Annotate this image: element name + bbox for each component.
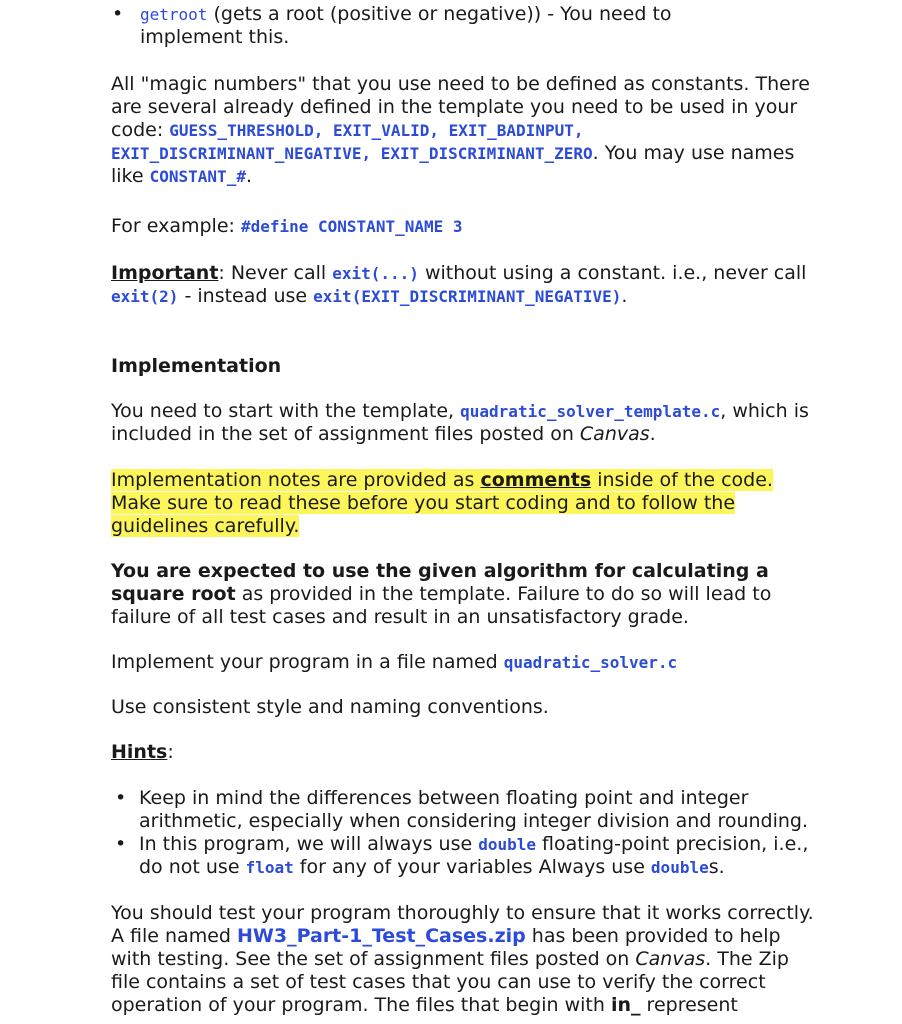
implementation-heading: Implementation: [111, 355, 282, 377]
hints-label: Hints: [111, 741, 168, 763]
hint-item-2: [111, 833, 811, 879]
hint-2-text-3: for any of your variables Always use: [293, 856, 651, 878]
important-code-1: exit(...): [332, 264, 419, 283]
magic-constants-code: GUESS_THRESHOLD, EXIT_VALID, EXIT_BADINPUT, EXIT_DISCRIMINANT_NEGATIVE, EXIT_DISCRIMINANT_ZERO: [111, 121, 593, 163]
hint-2-code-doubles: double: [650, 858, 709, 877]
magic-text-1: All "magic numbers" that you use need to be defined as constants. There are several already defined in the template you need to be used in your code:: [111, 73, 810, 141]
in-prefix-text: in_: [610, 994, 641, 1016]
hint-2-code-float: float: [245, 858, 294, 877]
example-paragraph: [111, 215, 821, 238]
canvas-text: Canvas: [579, 423, 650, 445]
testing-text-4: represent: [640, 994, 738, 1016]
test-cases-filename: HW3_Part-1_Test_Cases.zip: [237, 925, 526, 947]
style-paragraph: Use consistent style and naming conventions.: [111, 696, 549, 718]
comments-text: comments: [480, 469, 592, 491]
important-label: Important: [111, 262, 219, 284]
hint-2-text-4: s.: [708, 856, 725, 878]
example-code: #define CONSTANT_NAME 3: [240, 217, 463, 236]
getroot-code: getroot: [140, 5, 208, 24]
testing-text-3: . The Zip file contains a set of test cases that you can use to verify the correct operation of your program. The files that begin with: [111, 948, 789, 1016]
template-filename-code: quadratic_solver_template.c: [460, 402, 721, 421]
template-text-1: You need to start with the template,: [111, 400, 461, 422]
hint-1-text: Keep in mind the differences between floating point and integer arithmetic, especially when considering integer division and rounding.: [139, 787, 809, 832]
implement-text: Implement your program in a file named: [111, 651, 504, 673]
example-label: For example:: [111, 215, 241, 237]
template-text-2: , which is included in the set of assignment files posted on: [111, 400, 809, 445]
template-text-3: .: [649, 423, 656, 445]
magic-text-2: . You may use names like: [111, 142, 795, 187]
magic-text-3: .: [245, 165, 252, 187]
testing-text-1: You should test your program thoroughly to ensure that it works correctly. A file named: [111, 902, 814, 947]
hints-list: [111, 787, 811, 879]
expected-paragraph: [111, 560, 811, 629]
important-code-2: exit(2): [111, 287, 179, 306]
magic-numbers-paragraph: [111, 73, 821, 188]
highlight-paragraph: [111, 469, 801, 538]
important-text-1: : Never call: [218, 262, 333, 284]
testing-canvas-text: Canvas: [635, 948, 706, 970]
implement-paragraph: [111, 651, 821, 674]
important-paragraph: [111, 262, 821, 308]
important-text-2: without using a constant. i.e., never call: [418, 262, 807, 284]
magic-constant-code: CONSTANT_#: [149, 167, 246, 186]
hint-2-code-double: double: [478, 835, 537, 854]
highlight-text-1: Implementation notes are provided as: [111, 469, 481, 491]
important-text-4: .: [621, 285, 628, 307]
important-code-3: exit(EXIT_DISCRIMINANT_NEGATIVE): [313, 287, 622, 306]
hints-heading: [111, 741, 174, 764]
highlight-text-2: inside of the code. Make sure to read these before you start coding and to follow the guidelines carefully.: [111, 469, 773, 537]
hint-2-text-2: floating-point precision, i.e., do not use: [139, 833, 809, 878]
expected-text: as provided in the template. Failure to do so will lead to failure of all test cases and result in an unsatisfactory grade.: [111, 583, 772, 628]
getroot-text: (gets a root (positive or negative)) - You need to implement this.: [140, 3, 672, 48]
getroot-bullet: [140, 3, 760, 49]
important-text-3: - instead use: [178, 285, 314, 307]
template-paragraph: [111, 400, 811, 446]
testing-paragraph: [111, 902, 821, 1017]
implement-filename-code: quadratic_solver.c: [503, 653, 678, 672]
testing-text-2: has been provided to help with testing. See the set of assignment files posted on: [111, 925, 781, 970]
expected-bold-text: You are expected to use the given algorithm for calculating a square root: [111, 560, 769, 605]
hint-item-1: [111, 787, 811, 833]
hint-2-text-1: In this program, we will always use: [139, 833, 479, 855]
hints-colon: :: [167, 741, 174, 763]
